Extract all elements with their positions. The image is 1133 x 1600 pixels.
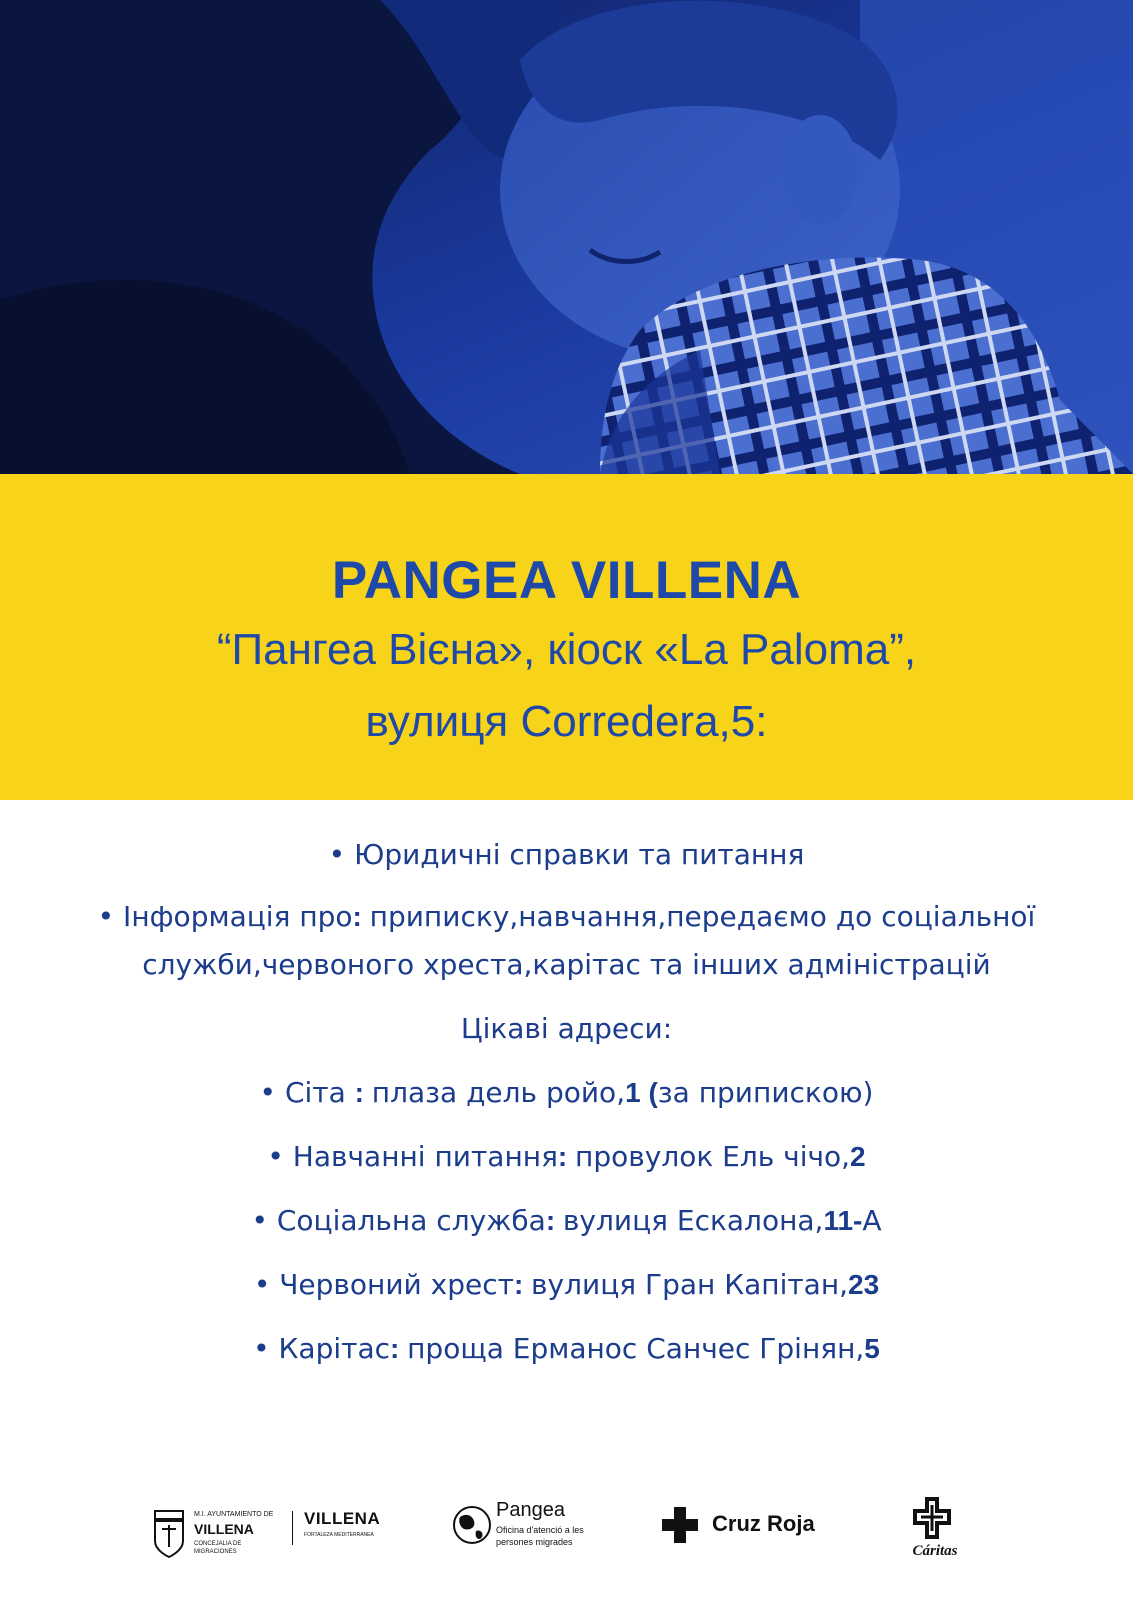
red-cross-icon xyxy=(660,1505,700,1545)
address-text: вулиця Гран Капітан, xyxy=(531,1268,849,1301)
address-number: 1 ( xyxy=(625,1077,658,1108)
address-number: 11- xyxy=(823,1205,863,1236)
cruz-roja-logo xyxy=(660,1505,830,1549)
address-label: • Сіта xyxy=(259,1076,355,1109)
address-number: 2 xyxy=(850,1141,866,1172)
service-text: приписку,навчання,передаємо до соціальної xyxy=(369,900,1036,933)
villena-tourism-tag: FORTALEZA MEDITERRANEA xyxy=(304,1532,374,1538)
page-title: PANGEA VILLENA xyxy=(331,551,802,610)
caritas-name: Cáritas xyxy=(912,1543,958,1559)
address-label: • Навчанні питання xyxy=(267,1140,558,1173)
addresses-heading-text: Цікаві адреси: xyxy=(460,1012,673,1045)
service-item xyxy=(0,900,1133,933)
service-text: служби,червоного хреста,карітас та інших адміністрацій xyxy=(142,948,991,981)
address-item xyxy=(0,1076,1133,1109)
villena-tourism-logo xyxy=(300,1505,390,1545)
pangea-tag: Oficina d'atenció a les xyxy=(496,1525,584,1535)
service-colon: : xyxy=(352,901,370,932)
address-item xyxy=(0,1268,1133,1301)
pangea-name: Pangea xyxy=(496,1499,565,1521)
address-colon: : xyxy=(390,1333,408,1364)
address-item xyxy=(0,1332,1133,1365)
service-item xyxy=(0,838,1133,871)
addresses-heading xyxy=(0,1012,1133,1045)
pangea-tag: persones migrades xyxy=(496,1537,573,1547)
address-text: провулок Ель чічо, xyxy=(575,1140,851,1173)
globe-icon xyxy=(452,1505,492,1545)
villena-dept: MIGRACIONES xyxy=(194,1549,237,1555)
caritas-logo xyxy=(895,1495,975,1565)
villena-council-logo xyxy=(150,1503,285,1567)
coat-of-arms-icon xyxy=(152,1507,186,1559)
service-item xyxy=(0,948,1133,981)
caritas-cross-icon xyxy=(907,1495,957,1541)
address-text: плаза дель ройо, xyxy=(371,1076,626,1109)
address-number: 23 xyxy=(848,1269,880,1300)
address-item xyxy=(0,1204,1133,1237)
service-text: • Інформація про xyxy=(97,900,353,933)
address-tail: А xyxy=(862,1204,882,1237)
villena-dept: CONCEJALIA DE xyxy=(194,1541,242,1547)
address-tail: за припискою) xyxy=(657,1076,874,1109)
partner-logos xyxy=(0,1495,1133,1575)
address-number: 5 xyxy=(864,1333,880,1364)
address-label: • Червоний хрест xyxy=(253,1268,514,1301)
address-text: вулиця Ескалона, xyxy=(562,1204,824,1237)
service-text: • Юридичні справки та питання xyxy=(328,838,805,871)
villena-small-text: M.I. AYUNTAMIENTO DE xyxy=(194,1511,274,1518)
address-colon: : xyxy=(354,1077,372,1108)
hero-photo xyxy=(0,0,1133,474)
villena-name: VILLENA xyxy=(194,1521,254,1537)
address-label: • Соціальна служба xyxy=(251,1204,546,1237)
address-label: • Карітас xyxy=(253,1332,390,1365)
cruz-roja-name: Cruz Roja xyxy=(712,1511,815,1536)
logo-divider xyxy=(292,1511,293,1545)
location-subtitle: “Пангеа Вієна», кіоск «La Paloma”, xyxy=(216,625,917,674)
address-colon: : xyxy=(557,1141,576,1172)
address-colon: : xyxy=(545,1205,563,1236)
address-item xyxy=(0,1140,1133,1173)
pangea-logo xyxy=(452,1497,592,1557)
address-colon: : xyxy=(513,1269,532,1300)
villena-tourism-name: VILLENA xyxy=(304,1509,381,1528)
address-subtitle: вулиця Corredera,5: xyxy=(365,697,768,746)
address-text: проща Ерманос Санчес Грінян, xyxy=(407,1332,865,1365)
